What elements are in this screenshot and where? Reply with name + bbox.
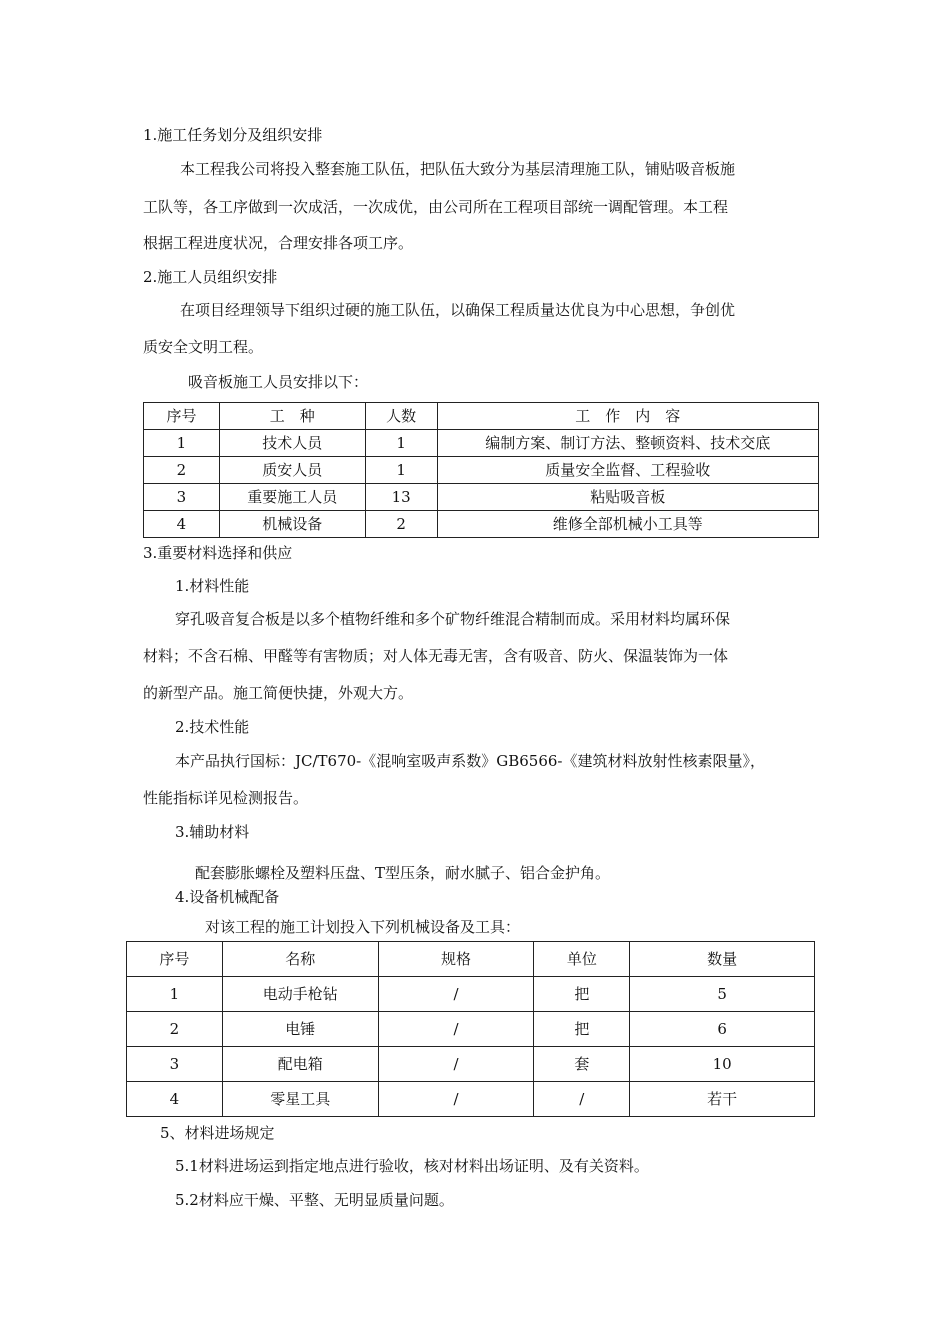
table-cell: 电锤	[222, 1012, 378, 1047]
table-cell: 技术人员	[219, 430, 365, 457]
staff-table	[143, 402, 819, 538]
subsection-title: 4.设备机械配备	[175, 888, 280, 906]
table-cell: 质量安全监督、工程验收	[437, 457, 818, 484]
table-cell: 质安人员	[219, 457, 365, 484]
section-2-title: 2.施工人员组织安排	[143, 268, 278, 286]
table-cell: 4	[144, 511, 220, 538]
header-cell: 人数	[365, 403, 437, 430]
table-cell: /	[378, 1082, 534, 1117]
header-cell: 单位	[534, 942, 630, 977]
paragraph-line: 性能指标详见检测报告。	[143, 789, 309, 807]
table-cell: 4	[127, 1082, 223, 1117]
table-cell: 编制方案、制订方法、整顿资料、技术交底	[437, 430, 818, 457]
table-header-row	[144, 403, 819, 430]
paragraph-line: 的新型产品。施工简便快捷，外观大方。	[143, 684, 414, 702]
table-cell: 3	[127, 1047, 223, 1082]
table-row	[144, 430, 819, 457]
table-cell: 10	[630, 1047, 815, 1082]
subsection-title: 3.辅助材料	[175, 823, 250, 841]
table-row	[127, 1047, 815, 1082]
table-cell: 5	[630, 977, 815, 1012]
section-3-title: 3.重要材料选择和供应	[143, 544, 293, 562]
section-1-paragraph-line: 本工程我公司将投入整套施工队伍，把队伍大致分为基层清理施工队，铺贴吸音板施	[180, 160, 736, 178]
header-cell: 工 种	[219, 403, 365, 430]
table-cell: 电动手枪钻	[222, 977, 378, 1012]
table-cell: 把	[534, 1012, 630, 1047]
header-cell: 序号	[127, 942, 223, 977]
subsection-title: 1.材料性能	[175, 577, 250, 595]
table-cell: 1	[365, 457, 437, 484]
table-cell: 2	[144, 457, 220, 484]
table-cell: /	[378, 977, 534, 1012]
section-1-title: 1.施工任务划分及组织安排	[143, 126, 323, 144]
table-cell: 维修全部机械小工具等	[437, 511, 818, 538]
table-cell: 重要施工人员	[219, 484, 365, 511]
header-cell: 数量	[630, 942, 815, 977]
table-cell: 粘贴吸音板	[437, 484, 818, 511]
table-cell: 6	[630, 1012, 815, 1047]
table-cell: /	[534, 1082, 630, 1117]
table-cell: 2	[127, 1012, 223, 1047]
table-row	[144, 511, 819, 538]
table-cell: /	[378, 1047, 534, 1082]
table-cell: 3	[144, 484, 220, 511]
table-header-row	[127, 942, 815, 977]
table-row	[144, 457, 819, 484]
paragraph-line: 穿孔吸音复合板是以多个植物纤维和多个矿物纤维混合精制而成。采用材料均属环保	[175, 610, 731, 628]
header-cell: 序号	[144, 403, 220, 430]
paragraph-line: 5.2材料应干燥、平整、无明显质量问题。	[175, 1191, 454, 1209]
table-cell: 1	[127, 977, 223, 1012]
section-5-title: 5、材料进场规定	[160, 1124, 275, 1142]
header-cell: 名称	[222, 942, 378, 977]
header-cell: 规格	[378, 942, 534, 977]
table-cell: 配电箱	[222, 1047, 378, 1082]
table-cell: 把	[534, 977, 630, 1012]
paragraph-line: 配套膨胀螺栓及塑料压盘、T型压条，耐水腻子、铝合金护角。	[195, 864, 611, 882]
equipment-table	[126, 941, 815, 1117]
header-cell: 工 作 内 容	[437, 403, 818, 430]
table-cell: /	[378, 1012, 534, 1047]
paragraph-line: 本产品执行国标：JC/T670-《混响室吸声系数》GB6566-《建筑材料放射性核素限量》，	[175, 752, 765, 770]
equipment-table-intro: 对该工程的施工计划投入下列机械设备及工具：	[205, 918, 521, 936]
table-cell: 2	[365, 511, 437, 538]
table-cell: 套	[534, 1047, 630, 1082]
table-cell: 零星工具	[222, 1082, 378, 1117]
section-2-paragraph-line: 在项目经理领导下组织过硬的施工队伍，以确保工程质量达优良为中心思想，争创优	[180, 301, 736, 319]
paragraph-line: 5.1材料进场运到指定地点进行验收，核对材料出场证明、及有关资料。	[175, 1157, 649, 1175]
table-cell: 13	[365, 484, 437, 511]
table-row	[127, 1012, 815, 1047]
section-1-paragraph-line: 根据工程进度状况，合理安排各项工序。	[143, 234, 414, 252]
table-cell: 机械设备	[219, 511, 365, 538]
table-row	[144, 484, 819, 511]
section-2-paragraph-line: 质安全文明工程。	[143, 338, 264, 356]
section-1-paragraph-line: 工队等，各工序做到一次成活，一次成优，由公司所在工程项目部统一调配管理。本工程	[143, 198, 729, 216]
table-row	[127, 1082, 815, 1117]
subsection-title: 2.技术性能	[175, 718, 250, 736]
staff-table-intro: 吸音板施工人员安排以下：	[188, 373, 369, 391]
table-cell: 1	[144, 430, 220, 457]
table-cell: 若干	[630, 1082, 815, 1117]
table-cell: 1	[365, 430, 437, 457]
paragraph-line: 材料；不含石棉、甲醛等有害物质；对人体无毒无害，含有吸音、防火、保温装饰为一体	[143, 647, 729, 665]
table-row	[127, 977, 815, 1012]
